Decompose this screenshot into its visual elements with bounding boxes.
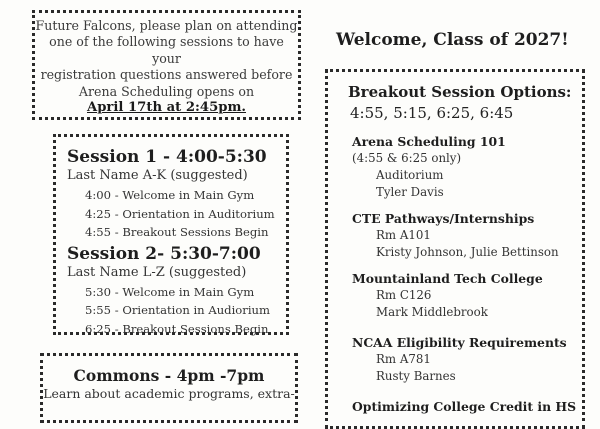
intro-box (32, 10, 301, 120)
topic-room: Rm A101 (376, 228, 431, 242)
breakout-topic (348, 210, 582, 261)
topic-presenter: Rusty Barnes (376, 369, 456, 383)
schedule-item: 5:55 - Orientation in Audiorium (85, 303, 270, 318)
topic-name: Arena Scheduling 101 (352, 134, 506, 149)
schedule-item: 4:55 - Breakout Sessions Begin (85, 225, 269, 240)
topic-room: Auditorium (376, 168, 444, 182)
intro-line: Future Falcons, please plan on attending (35, 18, 298, 33)
topic-name: NCAA Eligibility Requirements (352, 335, 567, 350)
topic-presenter: Mark Middlebrook (376, 305, 488, 319)
intro-line: registration questions answered before (40, 67, 293, 83)
topic-presenter: Kristy Johnson, Julie Bettinson (376, 245, 559, 259)
topic-name: CTE Pathways/Internships (352, 211, 535, 226)
topic-presenter: Tyler Davis (376, 185, 444, 199)
schedule-item: 5:30 - Welcome in Main Gym (85, 284, 255, 299)
schedule-item: 4:00 - Welcome in Main Gym (85, 188, 255, 202)
breakout-box (325, 69, 585, 429)
session-2-title: Session 2- 5:30-7:00 (67, 243, 261, 264)
session-1-title: Session 1 - 4:00-5:30 (67, 147, 267, 167)
topic-room: Rm C126 (376, 288, 432, 302)
session-1-subtitle: Last Name A-K (suggested) (67, 168, 248, 183)
session-2-schedule (85, 283, 286, 339)
intro-line: one of the following sessions to have your (49, 34, 284, 66)
breakout-topic (348, 270, 582, 321)
topic-note: (4:55 & 6:25 only) (352, 151, 462, 165)
intro-line: Arena Scheduling opens on (78, 83, 255, 99)
commons-description: Learn about academic programs, extra- (43, 386, 295, 401)
session-2-subtitle: Last Name L-Z (suggested) (67, 264, 247, 280)
commons-title: Commons - 4pm -7pm (73, 366, 265, 385)
session-1-schedule (85, 186, 286, 242)
topic-room: Rm A781 (376, 352, 431, 366)
sessions-box (53, 134, 289, 335)
breakout-topic (348, 334, 582, 385)
scheduling-open-date: April 17th at 2:45pm. (86, 100, 247, 116)
welcome-heading: Welcome, Class of 2027! (336, 30, 569, 50)
breakout-topic (348, 133, 582, 201)
topic-name: Mountainland Tech College (352, 271, 543, 286)
schedule-item: 4:25 - Orientation in Auditorium (85, 206, 275, 221)
breakout-times: 4:55, 5:15, 6:25, 6:45 (350, 104, 514, 122)
breakout-title: Breakout Session Options: (348, 83, 572, 101)
topic-name: Optimizing College Credit in HS (352, 399, 577, 414)
commons-box (40, 353, 298, 423)
schedule-item: 6:25 - Breakout Sessions Begin (85, 321, 269, 336)
breakout-topic (348, 398, 582, 415)
